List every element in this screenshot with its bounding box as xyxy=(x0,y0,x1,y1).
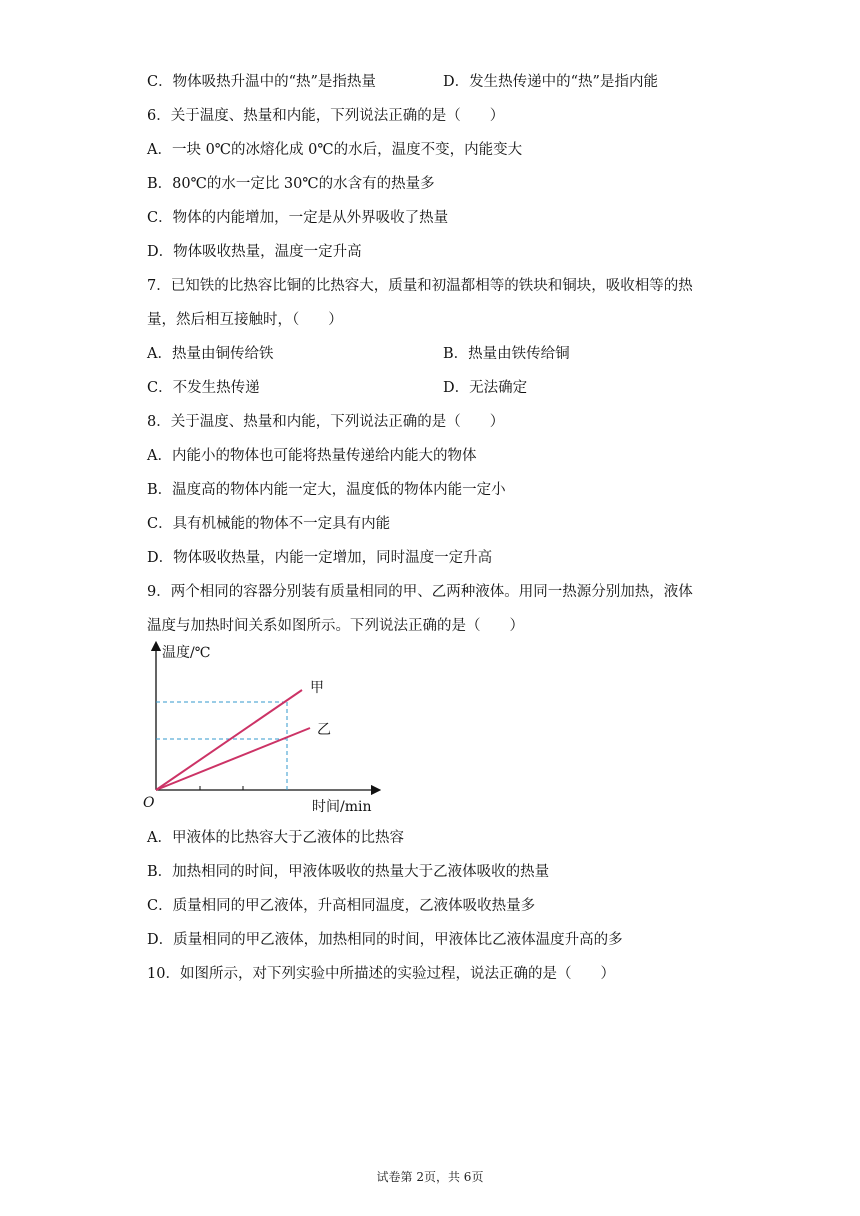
q8-option-b: B．温度高的物体内能一定大，温度低的物体内能一定小 xyxy=(147,482,506,498)
origin-label: O xyxy=(143,795,155,811)
q9-option-d: D．质量相同的甲乙液体，加热相同的时间，甲液体比乙液体温度升高的多 xyxy=(147,932,623,948)
q9-stem-line1: 9．两个相同的容器分别装有质量相同的甲、乙两种液体。用同一热源分别加热，液体 xyxy=(147,584,693,600)
temperature-time-graph xyxy=(140,640,390,820)
q7-stem-line2: 量，然后相互接触时，（ ） xyxy=(147,312,343,328)
page-footer: 试卷第 2页，共 6页 xyxy=(376,1170,484,1184)
q6-stem: 6．关于温度、热量和内能，下列说法正确的是（ ） xyxy=(147,108,505,124)
q5-option-c: C．物体吸热升温中的“热”是指热量 xyxy=(147,74,376,90)
q6-option-c: C．物体的内能增加，一定是从外界吸收了热量 xyxy=(147,210,449,226)
q8-option-c: C．具有机械能的物体不一定具有内能 xyxy=(147,516,391,532)
y-axis-label: 温度/℃ xyxy=(162,645,211,661)
q5-option-d: D．发生热传递中的“热”是指内能 xyxy=(443,74,658,90)
q6-option-d: D．物体吸收热量，温度一定升高 xyxy=(147,244,362,260)
q8-option-a: A．内能小的物体也可能将热量传递给内能大的物体 xyxy=(147,448,477,464)
q10-stem: 10．如图所示，对下列实验中所描述的实验过程，说法正确的是（ ） xyxy=(147,966,615,982)
x-axis-label: 时间/min xyxy=(312,799,372,815)
series-label-jia: 甲 xyxy=(310,680,324,696)
q7-option-b: B．热量由铁传给铜 xyxy=(443,346,570,362)
series-label-yi: 乙 xyxy=(317,722,331,738)
q7-stem-line1: 7．已知铁的比热容比铜的比热容大，质量和初温都相等的铁块和铜块，吸收相等的热 xyxy=(147,278,693,294)
q9-option-b: B．加热相同的时间，甲液体吸收的热量大于乙液体吸收的热量 xyxy=(147,864,550,880)
q7-option-d: D．无法确定 xyxy=(443,380,528,396)
q8-stem: 8．关于温度、热量和内能，下列说法正确的是（ ） xyxy=(147,414,505,430)
q7-option-c: C．不发生热传递 xyxy=(147,380,260,396)
q9-stem-line2: 温度与加热时间关系如图所示。下列说法正确的是（ ） xyxy=(147,618,524,634)
q7-option-a: A．热量由铜传给铁 xyxy=(147,346,274,362)
q6-option-a: A．一块 0℃的冰熔化成 0℃的水后，温度不变，内能变大 xyxy=(147,142,523,158)
q6-option-b: B．80℃的水一定比 30℃的水含有的热量多 xyxy=(147,176,435,192)
q9-option-a: A．甲液体的比热容大于乙液体的比热容 xyxy=(147,830,404,846)
q9-option-c: C．质量相同的甲乙液体，升高相同温度，乙液体吸收热量多 xyxy=(147,898,536,914)
q8-option-d: D．物体吸收热量，内能一定增加，同时温度一定升高 xyxy=(147,550,493,566)
